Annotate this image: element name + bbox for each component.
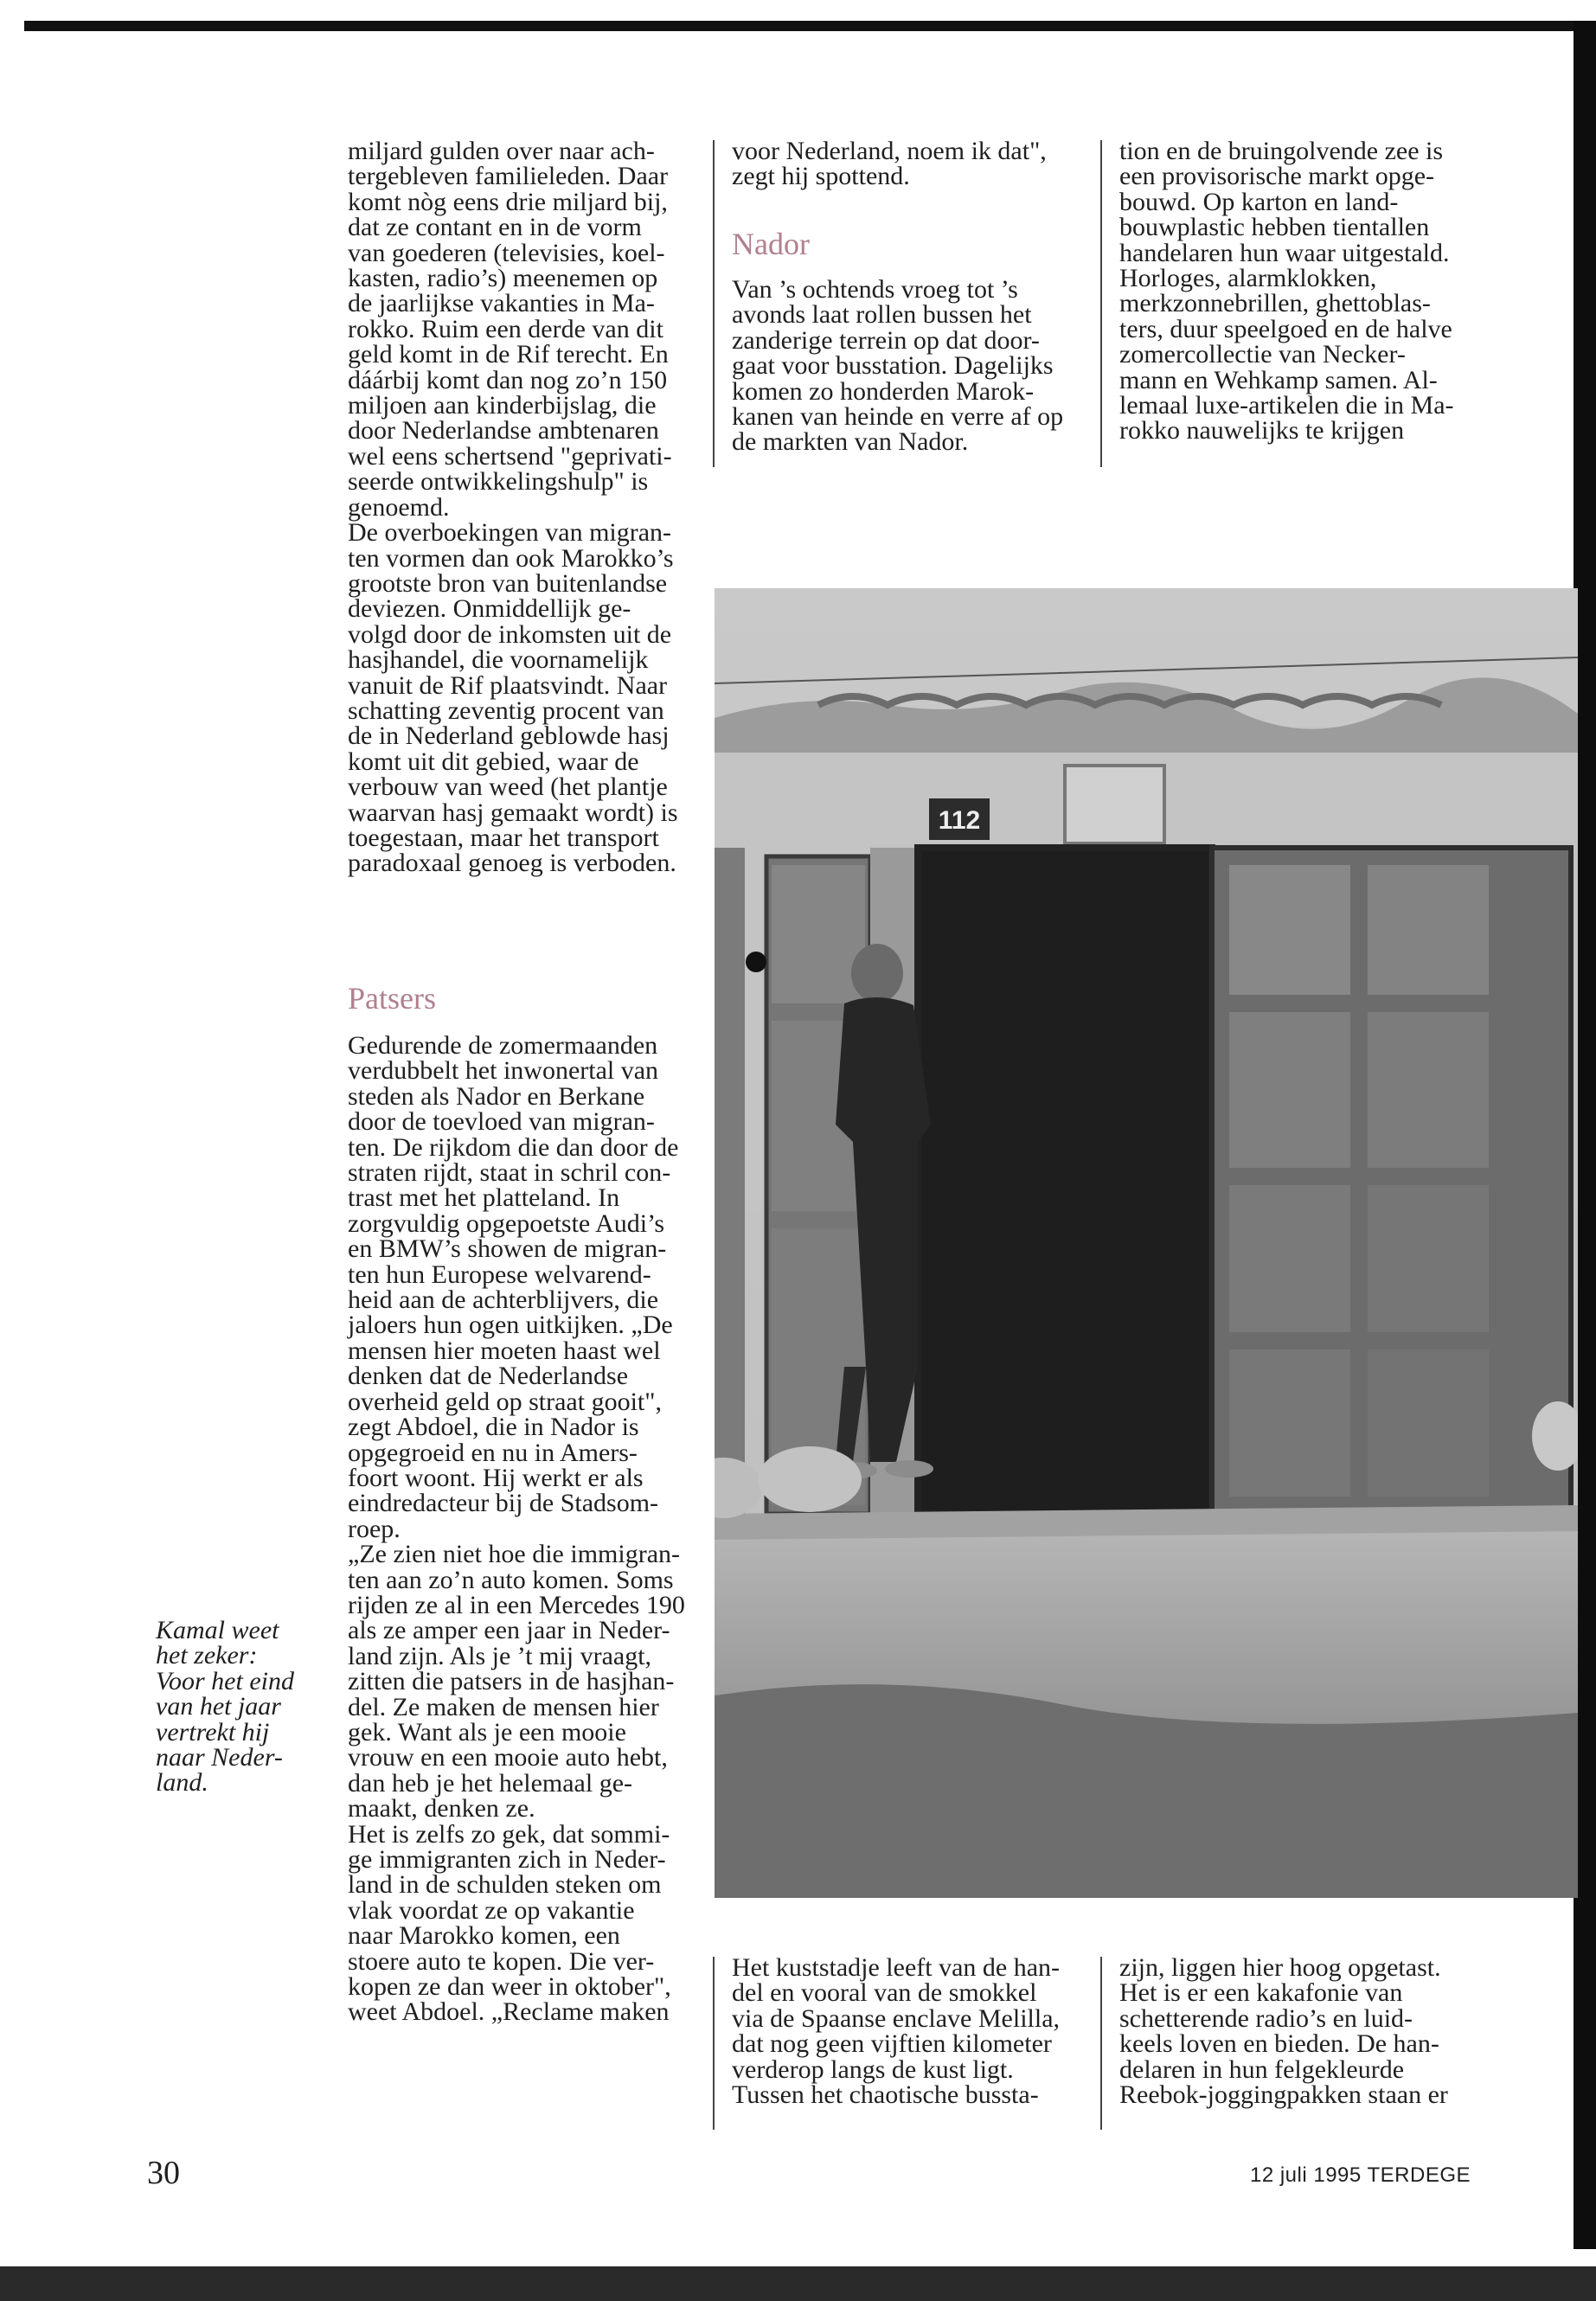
issue-line: 12 juli 1995 TERDEGE (1249, 2163, 1471, 2187)
photo-illustration (715, 588, 1578, 1898)
column-rule-col3-top (1100, 140, 1102, 467)
heading-patsers: Patsers (348, 981, 436, 1016)
body-text-col3-bottom: zijn, liggen hier hoog opgetast. Het is er een kakafonie van schetterende radio’s en luid- keels loven en bieden. De han- delaren in hun felgekleurde Reebok-joggingpakken staan er (1119, 1953, 1448, 2110)
page-number: 30 (147, 2155, 180, 2191)
column-rule-col3-bottom (1100, 1957, 1102, 2130)
body-text-col1-top: miljard gulden over naar ach- tergebleven familieleden. Daar komt nòg eens drie miljard bij, dat ze contant en in de vorm van goederen (televisies, koel- kasten, radio’s) meenemen op de jaarlijkse vakanties in Ma- rokko. Ruim een derde van dit geld komt in de Rif terecht. En dáárbij komt dan nog zo’n 150 miljoen aan kinderbijslag, die door Nederlandse ambtenaren wel eens schertsend "geprivati- seerde ontwikkelingshulp" is genoemd. De overboekingen van migran- ten vormen dan ook Marokko’s grootste bron van buitenlandse deviezen. Onmiddellijk ge- volgd door de inkomsten uit de hasjhandel, die voornamelijk vanuit de Rif plaatsvindt. Naar schatting zeventig procent van de in Nederland geblowde hasj komt uit dit gebied, waar de verbouw van weed (het plantje waarvan hasj gemaakt wordt) is toegestaan, maar het transport paradoxaal genoeg is verboden. (348, 137, 678, 878)
photo-caption: Kamal weet het zeker: Voor het eind van het jaar vertrekt hij naar Neder- land. (156, 1616, 294, 1798)
scan-border-top (24, 21, 1596, 31)
photo-boy-in-doorway (715, 588, 1578, 1898)
house-number-text: 112 (938, 806, 981, 835)
body-text-col3-top: tion en de bruingolvende zee is een provisorische markt opge- bouwd. Op karton en land- bouwplastic hebben tientallen handelaren hun waar uitgestald. Horloges, alarmklokken, merkzonnebrillen, ghettoblas- ters, duur speelgoed en de halve zomercollectie van Necker- mann en Wehkamp samen. Al- lemaal luxe-artikelen die in Ma- rokko nauwelijks te krijgen (1119, 137, 1454, 445)
column-rule-col2-top (713, 140, 715, 467)
scan-border-bottom (0, 2266, 1596, 2301)
scan-gap (0, 2249, 1596, 2266)
column-rule-col2-bottom (713, 1957, 715, 2130)
body-text-col2-mid: Van ’s ochtends vroeg tot ’s avonds laat rollen bussen het zanderige terrein op dat door- gaat voor busstation. Dagelijks komen zo honderden Marok- kanen van heinde en verre af op de markten van Nador. (732, 275, 1064, 457)
heading-nador: Nador (732, 227, 810, 261)
body-text-col2-bottom: Het kuststadje leeft van de han- del en vooral van de smokkel via de Spaanse enclave Melilla, dat nog geen vijftien kilometer verderop langs de kust ligt. Tussen het chaotische bussta- (732, 1953, 1061, 2110)
body-text-col1-bottom: Gedurende de zomermaanden verdubbelt het inwonertal van steden als Nador en Berkane door de toevloed van migran- ten. De rijkdom die dan door de straten rijdt, staat in schril con- trast met het platteland. In zorgvuldig opgepoetste Audi’s en BMW’s showen de migran- ten hun Europese welvarend- heid aan de achterblijvers, die jaloers hun ogen uitkijken. „De mensen hier moeten haast wel denken dat de Nederlandse overheid geld op straat gooit", zegt Abdoel, die in Nador is opgegroeid en nu in Amers- foort woont. Hij werkt er als eindredacteur bij de Stadsom- roep. „Ze zien niet hoe die immigran- ten aan zo’n auto komen. Soms rijden ze al in een Mercedes 190 als ze amper een jaar in Neder- land zijn. Als je ’t mij vraagt, zitten die patsers in de hasjhan- del. Ze maken de mensen hier gek. Want als je een mooie vrouw en een mooie auto hebt, dan heb je het helemaal ge- maakt, denken ze. Het is zelfs zo gek, dat sommi- ge immigranten zich in Neder- land in de schulden steken om vlak voordat ze op vakantie naar Marokko komen, een stoere auto te kopen. Die ver- kopen ze dan weer in oktober", weet Abdoel. „Reclame maken (348, 1031, 685, 2027)
body-text-col2-top: voor Nederland, noem ik dat", zegt hij spottend. (732, 137, 1047, 191)
